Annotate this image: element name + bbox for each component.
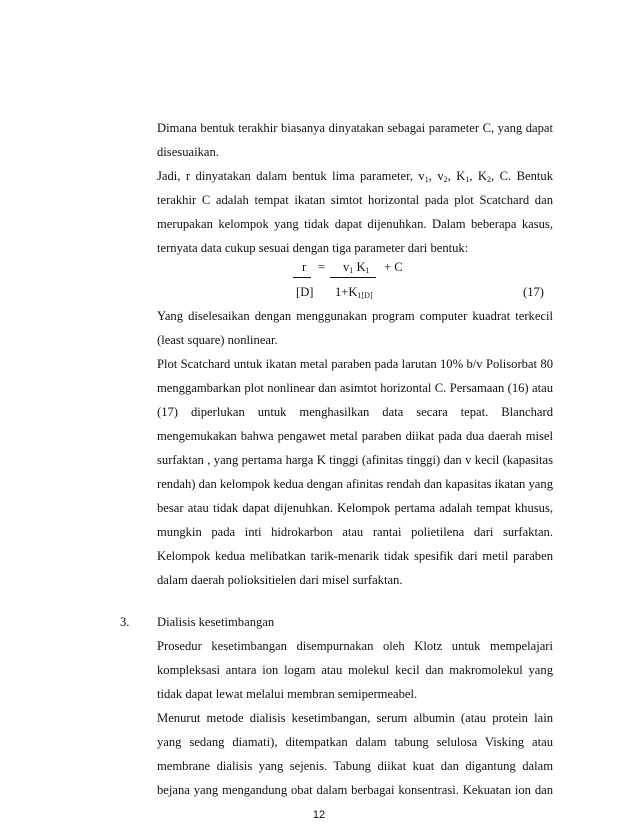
para4-line-8: mungkin pada inti hidrokarbon atau rantai polietilena dari surfaktan. xyxy=(157,525,553,539)
para4-line-5: surfaktan , yang pertama harga K tinggi (afinitas tinggi) dan v kecil (kapasitas xyxy=(157,453,553,467)
para3-line-1: Yang diselesaikan dengan menggunakan program computer kuadrat terkecil xyxy=(157,309,553,323)
text-run: , C. Bentuk xyxy=(491,169,554,183)
para3-line-2: (least square) nonlinear. xyxy=(157,333,278,347)
equation-r: r xyxy=(302,260,307,274)
text-run: v xyxy=(343,260,350,274)
text-run: 1+K xyxy=(335,285,358,299)
section-number: 3. xyxy=(120,615,130,629)
subscript: 1 xyxy=(365,266,370,275)
text-run: Jadi, r dinyatakan dalam bentuk lima parameter, v xyxy=(157,169,425,183)
equation-denominator-d: [D] xyxy=(296,285,314,299)
section3-p2-line-2: yang sedang diamati), ditempatkan dalam tabung selulosa Visking atau xyxy=(157,735,553,749)
text-run: , K xyxy=(469,169,488,183)
para4-line-9: Kelompok kedua melibatkan tarik-menarik tidak spesifik dari metil paraben xyxy=(157,549,553,563)
para2-line-2: terakhir C adalah tempat ikatan simtot horizontal pada plot Scatchard dan xyxy=(157,193,553,207)
para4-line-4: mengemukakan bahwa pengawet metal paraben diikat pada dua daerah misel xyxy=(157,429,553,443)
para4-line-2: menggambarkan plot nonlinear dan asimtot horizontal C. Persamaan (16) atau xyxy=(157,381,553,395)
para4-line-7: besar atau tidak dapat dijenuhkan. Kelompok pertama adalah tempat khusus, xyxy=(157,501,553,515)
equation-equals: = xyxy=(318,260,326,274)
para1-line-1: Dimana bentuk terakhir biasanya dinyatakan sebagai parameter C, yang dapat xyxy=(157,121,553,135)
subscript: 1 xyxy=(349,266,354,275)
section3-p2-line-4: bejana yang mengandung obat dalam berbagai konsentrasi. Kekuatan ion dan xyxy=(157,783,553,797)
section3-p1-line-1: Prosedur kesetimbangan disempurnakan oleh Klotz untuk mempelajari xyxy=(157,639,553,653)
section3-p1-line-2: kompleksasi antara ion logam atau molekul kecil dan makromolekul yang xyxy=(157,663,553,677)
para4-line-3: (17) diperlukan untuk menghasilkan data secara tepat. Blanchard xyxy=(157,405,553,419)
equation-numerator xyxy=(343,259,370,275)
text-run: , K xyxy=(447,169,466,183)
para4-line-6: rendah) dan kelompok kedua dengan afinitas rendah dan kapasitas ikatan yang xyxy=(157,477,553,491)
equation-plus-c: + C xyxy=(384,260,403,274)
equation-denominator xyxy=(335,284,373,300)
page-number: 12 xyxy=(312,809,326,821)
subscript: 2 xyxy=(443,175,448,184)
equation-number: (17) xyxy=(523,285,544,299)
section3-p2-line-1: Menurut metode dialisis kesetimbangan, serum albumin (atau protein lain xyxy=(157,711,553,725)
para1-line-2: disesuaikan. xyxy=(157,145,219,159)
subscript: 1[D] xyxy=(357,291,373,300)
subscript: 1 xyxy=(424,175,429,184)
text-run: K xyxy=(353,260,366,274)
section3-p1-line-3: tidak dapat lewat melalui membran semipermeabel. xyxy=(157,687,418,701)
subscript: 2 xyxy=(487,175,492,184)
subscript: 1 xyxy=(465,175,470,184)
para4-line-10: dalam daerah polioksitielen dari misel surfaktan. xyxy=(157,573,403,587)
fraction-bar-right xyxy=(330,277,376,278)
section3-p2-line-3: membrane dialisis yang sejenis. Tabung diikat kuat dan digantung dalam xyxy=(157,759,553,773)
para4-line-1: Plot Scatchard untuk ikatan metal paraben pada larutan 10% b/v Polisorbat 80 xyxy=(157,357,553,371)
para2-line-4: ternyata data cukup sesuai dengan tiga parameter dari bentuk: xyxy=(157,241,469,255)
text-run: , v xyxy=(428,169,444,183)
fraction-bar-left xyxy=(293,277,311,278)
para2-line-1 xyxy=(157,168,553,184)
section-title: Dialisis kesetimbangan xyxy=(157,615,275,629)
para2-line-3: merupakan kelompok yang tidak dapat dijenuhkan. Dalam beberapa kasus, xyxy=(157,217,553,231)
